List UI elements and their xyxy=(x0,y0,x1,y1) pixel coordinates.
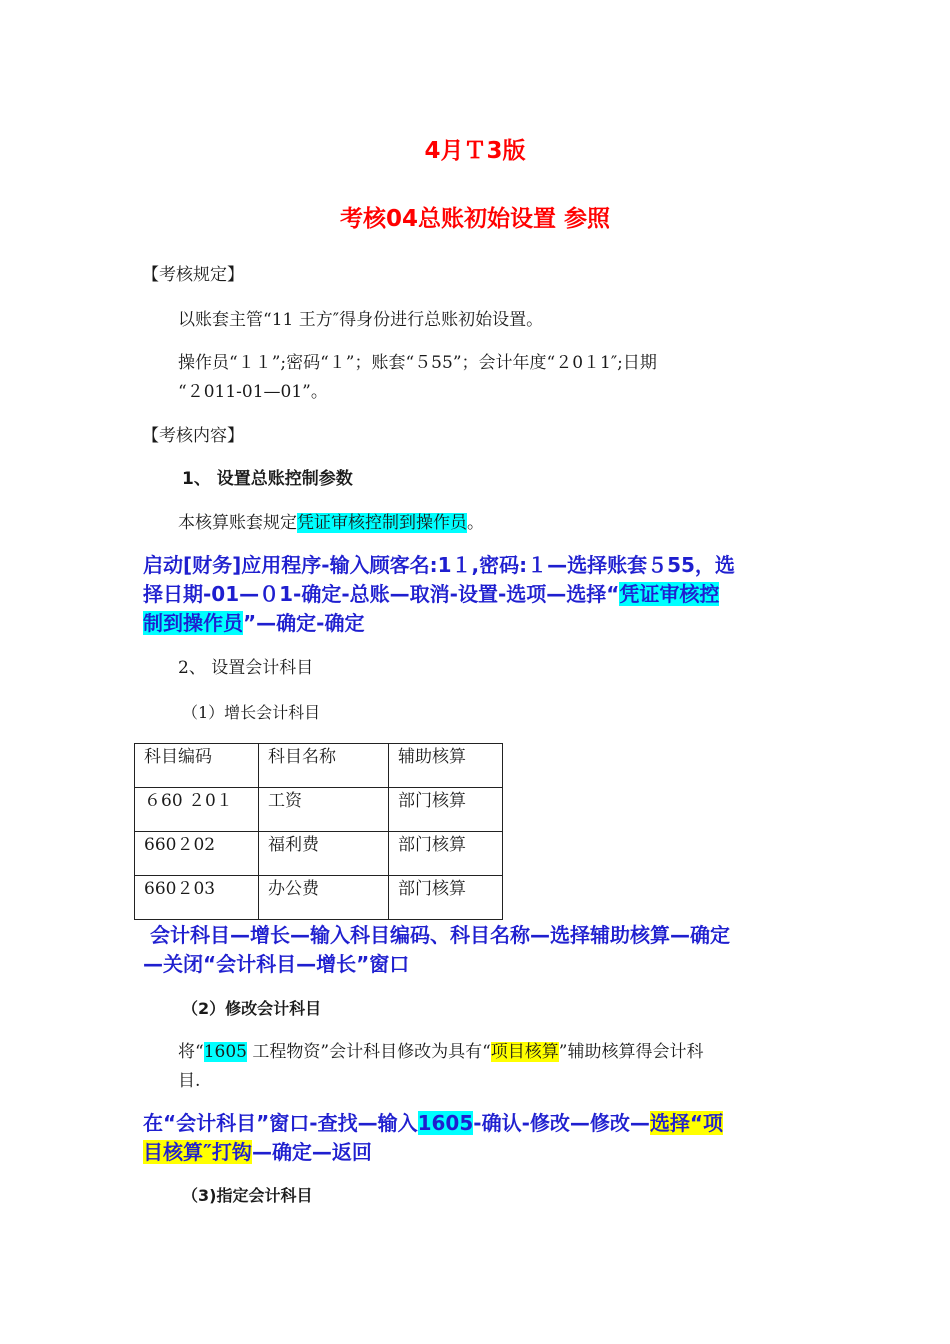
section1-text-b: 。 xyxy=(467,513,484,533)
instruction2-line1: 会计科目—增长—输入科目编码、科目名称—选择辅助核算—确定 xyxy=(143,923,730,947)
rules-paragraph-2-line1: 操作员“１１”;密码“１”；账套“５55”；会计年度“２0１1″;日期 xyxy=(178,353,657,373)
instruction1-line3-b: ”—确定-确定 xyxy=(243,611,365,635)
rules-paragraph-2-line2: “２011-01—01”。 xyxy=(178,382,328,402)
subject-table xyxy=(134,743,503,920)
table-cell-name: 工资 xyxy=(259,788,389,832)
table-cell-code: ６60 ２0１ xyxy=(135,788,259,832)
instruction1-line2-a: 择日期-01—０1-确定-总账—取消-设置-选项—选择“ xyxy=(143,582,620,606)
table-header-aux: 辅助核算 xyxy=(389,744,503,788)
table-cell-code: 660２02 xyxy=(135,832,259,876)
section2-heading: 2、 设置会计科目 xyxy=(178,658,314,678)
instruction1-line1: 启动[财务]应用程序-输入顾客名:1１,密码:１—选择账套５55，选 xyxy=(143,553,735,577)
section2-sub2: （2）修改会计科目 xyxy=(182,999,322,1018)
modify-a: 将“ xyxy=(178,1042,204,1062)
table-header-name: 科目名称 xyxy=(259,744,389,788)
modify-paragraph-line1 xyxy=(178,1037,703,1067)
instruction3-highlight-select: 选择“项 xyxy=(649,1111,724,1135)
rules-header: 【考核规定】 xyxy=(142,265,244,285)
instruction1-line3 xyxy=(143,609,364,638)
table-row xyxy=(135,876,503,920)
section2-sub1: （1）增长会计科目 xyxy=(182,703,321,722)
content-header: 【考核内容】 xyxy=(142,426,244,446)
instruction1-line3-highlight: 制到操作员 xyxy=(143,611,243,635)
modify-paragraph-line2: 目. xyxy=(178,1071,201,1091)
table-row xyxy=(135,832,503,876)
section2-sub3: （3)指定会计科目 xyxy=(182,1186,313,1205)
section1-text xyxy=(178,508,484,538)
doc-title-line2: 考核04总账初始设置 参照 xyxy=(339,206,610,232)
section1-text-highlight: 凭证审核控制到操作员 xyxy=(297,513,467,533)
section1-heading: 1、 设置总账控制参数 xyxy=(182,469,353,489)
modify-b: 工程物资”会计科目修改为具有“ xyxy=(246,1042,491,1062)
instruction3-highlight-code: 1605 xyxy=(417,1111,474,1135)
table-header-code: 科目编码 xyxy=(135,744,259,788)
table-cell-name: 福利费 xyxy=(259,832,389,876)
instruction1-line2-highlight: 凭证审核控 xyxy=(619,582,720,606)
instruction3-line2-highlight: 目核算″打钩 xyxy=(143,1140,252,1164)
instruction3-line2 xyxy=(143,1138,372,1167)
table-cell-code: 660２03 xyxy=(135,876,259,920)
modify-highlight-code: 1605 xyxy=(203,1042,247,1062)
instruction1-line2 xyxy=(143,580,719,609)
table-header-row xyxy=(135,744,503,788)
instruction3-a: 在“会计科目”窗口-查找—输入 xyxy=(143,1111,418,1135)
modify-c: ”辅助核算得会计科 xyxy=(558,1042,704,1062)
instruction3-line1 xyxy=(143,1109,723,1138)
instruction2-line2: —关闭“会计科目—增长”窗口 xyxy=(143,952,410,976)
table-cell-name: 办公费 xyxy=(259,876,389,920)
section1-text-a: 本核算账套规定 xyxy=(178,513,297,533)
table-cell-aux: 部门核算 xyxy=(389,876,503,920)
rules-paragraph-1: 以账套主管“11 王方″得身份进行总账初始设置。 xyxy=(178,310,544,330)
modify-highlight-aux: 项目核算 xyxy=(490,1042,559,1062)
instruction3-b: -确认-修改—修改— xyxy=(473,1111,650,1135)
instruction3-line2-b: —确定—返回 xyxy=(251,1140,372,1164)
table-row xyxy=(135,788,503,832)
doc-title-line1: 4月Ｔ3版 xyxy=(424,138,526,164)
table-cell-aux: 部门核算 xyxy=(389,832,503,876)
table-cell-aux: 部门核算 xyxy=(389,788,503,832)
